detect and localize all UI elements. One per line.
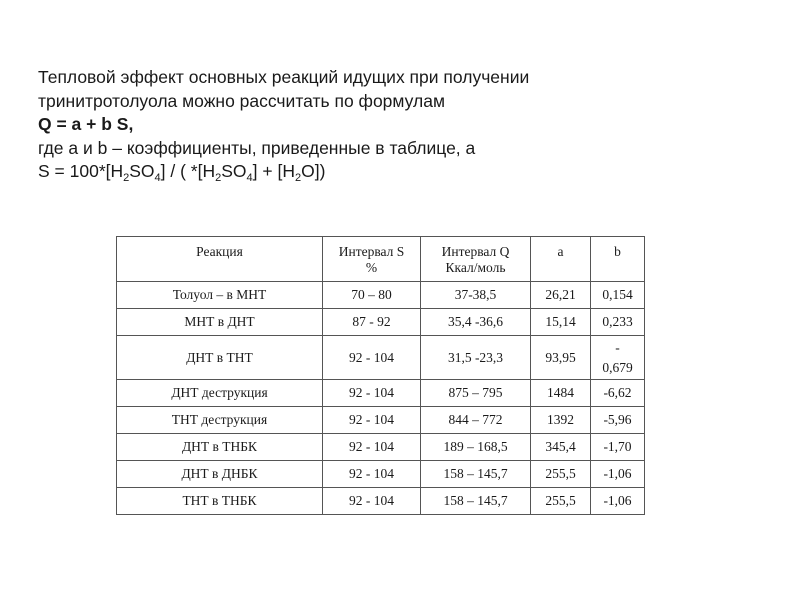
subscript: 2 — [215, 172, 222, 184]
cell-interval-q: 158 – 145,7 — [421, 488, 531, 515]
table-row — [117, 282, 645, 309]
formula-s-part: S = 100*[H — [38, 161, 124, 181]
cell-interval-q: 35,4 -36,6 — [421, 309, 531, 336]
cell-b: 0,233 — [591, 309, 645, 336]
table-row — [117, 309, 645, 336]
table-row — [117, 380, 645, 407]
intro-text — [38, 66, 658, 184]
cell-interval-q: 875 – 795 — [421, 380, 531, 407]
reactions-table — [116, 236, 645, 515]
header-interval-s-line2: % — [365, 260, 378, 275]
cell-reaction: ТНТ деструкция — [117, 407, 323, 434]
cell-b: -1,06 — [591, 461, 645, 488]
table-row — [117, 407, 645, 434]
header-b: b — [591, 237, 645, 282]
formula-s-part: O]) — [301, 161, 326, 181]
cell-interval-s: 70 – 80 — [323, 282, 421, 309]
header-interval-q-line2: Ккал/моль — [445, 260, 506, 275]
cell-reaction: ДНТ в ТНТ — [117, 336, 323, 380]
cell-b: 0,154 — [591, 282, 645, 309]
cell-b: -6,62 — [591, 380, 645, 407]
table-row — [117, 461, 645, 488]
formula-s-part: ] + [H — [252, 161, 295, 181]
formula-s-part: SO — [129, 161, 155, 181]
table-row — [117, 336, 645, 380]
header-interval-q-line1: Интервал Q — [441, 244, 510, 259]
header-a: a — [531, 237, 591, 282]
formula-s-part: SO — [221, 161, 247, 181]
intro-line-1: Тепловой эффект основных реакций идущих при получении — [38, 67, 530, 87]
subscript: 4 — [246, 172, 253, 184]
table-row — [117, 434, 645, 461]
header-interval-s-line1: Интервал S — [338, 244, 405, 259]
cell-interval-q: 31,5 -23,3 — [421, 336, 531, 380]
cell-reaction: ТНТ в ТНБК — [117, 488, 323, 515]
cell-interval-s: 87 - 92 — [323, 309, 421, 336]
cell-interval-q: 37-38,5 — [421, 282, 531, 309]
cell-b: -5,96 — [591, 407, 645, 434]
cell-a: 26,21 — [531, 282, 591, 309]
cell-a: 255,5 — [531, 488, 591, 515]
cell-b: -1,70 — [591, 434, 645, 461]
cell-a: 1484 — [531, 380, 591, 407]
subscript: 4 — [154, 172, 161, 184]
cell-interval-s: 92 - 104 — [323, 336, 421, 380]
cell-b-part2: 0,679 — [602, 359, 633, 375]
cell-interval-q: 158 – 145,7 — [421, 461, 531, 488]
cell-interval-q: 844 – 772 — [421, 407, 531, 434]
cell-interval-s: 92 - 104 — [323, 380, 421, 407]
intro-line-2: тринитротолуола можно рассчитать по формулам — [38, 90, 445, 111]
cell-interval-q: 189 – 168,5 — [421, 434, 531, 461]
cell-interval-s: 92 - 104 — [323, 461, 421, 488]
intro-line-4: где a и b – коэффициенты, приведенные в таблице, а — [38, 137, 476, 158]
cell-b-part1: - — [615, 339, 620, 355]
table-row — [117, 488, 645, 515]
table-header-row — [117, 237, 645, 282]
cell-interval-s: 92 - 104 — [323, 407, 421, 434]
cell-reaction: Толуол – в МНТ — [117, 282, 323, 309]
cell-b: -1,06 — [591, 488, 645, 515]
cell-a: 15,14 — [531, 309, 591, 336]
cell-reaction: ДНТ в ТНБК — [117, 434, 323, 461]
cell-a: 255,5 — [531, 461, 591, 488]
cell-interval-s: 92 - 104 — [323, 488, 421, 515]
cell-reaction: ДНТ деструкция — [117, 380, 323, 407]
cell-a: 345,4 — [531, 434, 591, 461]
header-interval-s — [323, 237, 421, 282]
cell-b — [591, 336, 645, 380]
cell-reaction: ДНТ в ДНБК — [117, 461, 323, 488]
formula-s-part: ] / ( *[H — [160, 161, 216, 181]
cell-a: 93,95 — [531, 336, 591, 380]
header-reaction: Реакция — [117, 237, 323, 282]
formula-s — [38, 160, 658, 184]
subscript: 2 — [123, 172, 130, 184]
cell-a: 1392 — [531, 407, 591, 434]
cell-reaction: МНТ в ДНТ — [117, 309, 323, 336]
header-interval-q — [421, 237, 531, 282]
formula-q: Q = a + b S, — [38, 114, 134, 134]
cell-interval-s: 92 - 104 — [323, 434, 421, 461]
subscript: 2 — [294, 172, 302, 184]
